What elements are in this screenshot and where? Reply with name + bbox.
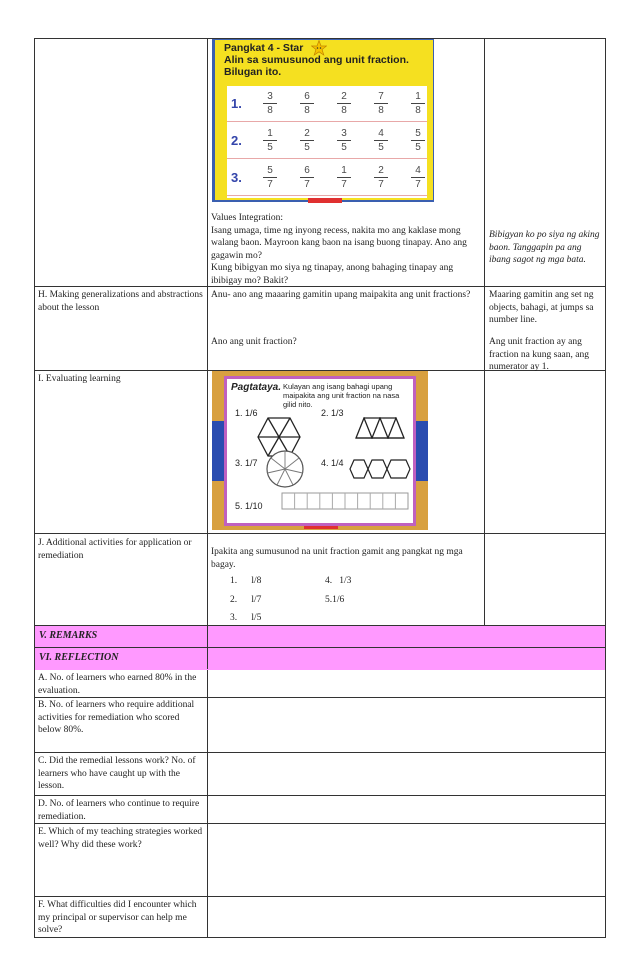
- values-integration-text: Values Integration: Isang umaga, time ng inyong recess, nakita mo ang kaklase mong walang baon. Mayroon kang baon na isang buong tinapay. Ano ang gagawin mo? Kung bibigyan mo siya ng tinapay, anong bahaging tinapay ang ibibigay mo? Bakit?: [211, 213, 467, 286]
- reflection-item-e: E. Which of my teaching strategies worked well? Why did these work?: [38, 827, 203, 850]
- fraction-row-number: 3.: [231, 170, 242, 185]
- fraction-row-number: 2.: [231, 133, 242, 148]
- assessment-item: 1. 1/6: [235, 408, 258, 418]
- fraction-row-divider: [227, 158, 427, 159]
- remarks-heading: V. REMARKS: [39, 630, 98, 641]
- assessment-instruction: Kulayan ang isang bahagi upang maipakita ang unit fraction na nasa gilid nito.: [283, 382, 400, 409]
- red-tab-icon: [308, 198, 342, 203]
- group-activity-image: [212, 39, 434, 202]
- reflection-heading: VI. REFLECTION: [39, 652, 119, 663]
- fraction-row-number: 1.: [231, 96, 242, 111]
- fraction-card: [227, 86, 427, 198]
- assessment-item: 2. 1/3: [321, 408, 344, 418]
- fraction-item: 1 7: [335, 165, 353, 190]
- fraction-row-divider: [227, 195, 427, 196]
- section-j-item: 3. l/5: [230, 613, 262, 623]
- reflection-band: [35, 647, 605, 670]
- remarks-band: [35, 625, 605, 647]
- section-j-item: 4. 1/3: [325, 576, 352, 586]
- fraction-item: 2 8: [335, 91, 353, 116]
- row-divider: [34, 896, 606, 897]
- section-j-label: J. Additional activities for application or remediation: [38, 538, 192, 561]
- row-divider: [34, 533, 606, 534]
- assessment-card: [224, 376, 416, 526]
- fraction-item: 1 8: [409, 91, 427, 116]
- group-image-title: Pangkat 4 - Star Alin sa sumusunod ang unit fraction. Bilugan ito.: [224, 42, 409, 78]
- col-divider-2: [484, 38, 485, 625]
- fraction-item: 2 7: [372, 165, 390, 190]
- rectangle-strip-shape-icon: [281, 492, 409, 510]
- fraction-row-divider: [227, 121, 427, 122]
- fraction-item: 5 5: [409, 128, 427, 153]
- fraction-item: 5 7: [261, 165, 279, 190]
- section-j-item: 5.1/6: [325, 595, 345, 605]
- fraction-item: 1 5: [261, 128, 279, 153]
- star-icon: [311, 40, 327, 56]
- col-divider-1: [207, 38, 208, 938]
- section-h-label: H. Making generalizations and abstractions about the lesson: [38, 290, 203, 313]
- blue-panel-icon: [212, 421, 224, 481]
- fraction-item: 6 8: [298, 91, 316, 116]
- fraction-item: 3 5: [335, 128, 353, 153]
- fraction-item: 4 7: [409, 165, 427, 190]
- section-h-question-2: Ano ang unit fraction?: [211, 337, 297, 347]
- values-answer: Bibigyan ko po siya ng aking baon. Tanggapin pa ang ibang sagot ng mga bata.: [489, 230, 600, 265]
- section-h-answer-1: Maaring gamitin ang set ng objects, bahagi, at jumps sa number line.: [489, 290, 594, 325]
- col-divider-1: [207, 625, 208, 669]
- section-j-instruction: Ipakita ang sumusunod na unit fraction gamit ang pangkat ng mga bagay.: [211, 547, 463, 570]
- section-h-answer-2: Ang unit fraction ay ang fraction na kung saan, ang numerator ay 1.: [489, 337, 589, 372]
- row-divider: [34, 795, 606, 796]
- section-h-question-1: Anu- ano ang maaaring gamitin upang maipakita ang unit fractions?: [211, 290, 471, 300]
- assessment-image: [212, 371, 428, 530]
- reflection-item-d: D. No. of learners who continue to require remediation.: [38, 799, 200, 822]
- fraction-item: 3 8: [261, 91, 279, 116]
- section-i-label: I. Evaluating learning: [38, 374, 121, 384]
- blue-panel-icon: [416, 421, 428, 481]
- row-divider: [34, 697, 606, 698]
- circle-shape-icon: [265, 449, 305, 489]
- fraction-item: 2 5: [298, 128, 316, 153]
- fraction-item: 7 8: [372, 91, 390, 116]
- assessment-item: 4. 1/4: [321, 458, 344, 468]
- section-j-item: 2. l/7: [230, 595, 262, 605]
- reflection-item-a: A. No. of learners who earned 80% in the evaluation.: [38, 673, 197, 696]
- assessment-item: 5. 1/10: [235, 501, 263, 511]
- reflection-item-c: C. Did the remedial lessons work? No. of learners who have caught up with the lesson.: [38, 756, 196, 791]
- reflection-item-f: F. What difficulties did I encounter which my principal or supervisor can help me solve?: [38, 900, 197, 935]
- hexagon-row-shape-icon: [349, 459, 411, 479]
- row-divider: [34, 752, 606, 753]
- assessment-title: Pagtataya.: [231, 382, 282, 393]
- row-divider: [34, 823, 606, 824]
- assessment-item: 3. 1/7: [235, 458, 258, 468]
- triangle-shape-icon: [355, 417, 405, 439]
- fraction-item: 6 7: [298, 165, 316, 190]
- fraction-item: 4 5: [372, 128, 390, 153]
- section-j-item: 1. l/8: [230, 576, 262, 586]
- reflection-item-b: B. No. of learners who require additional activities for remediation who scored below 80%.: [38, 700, 195, 735]
